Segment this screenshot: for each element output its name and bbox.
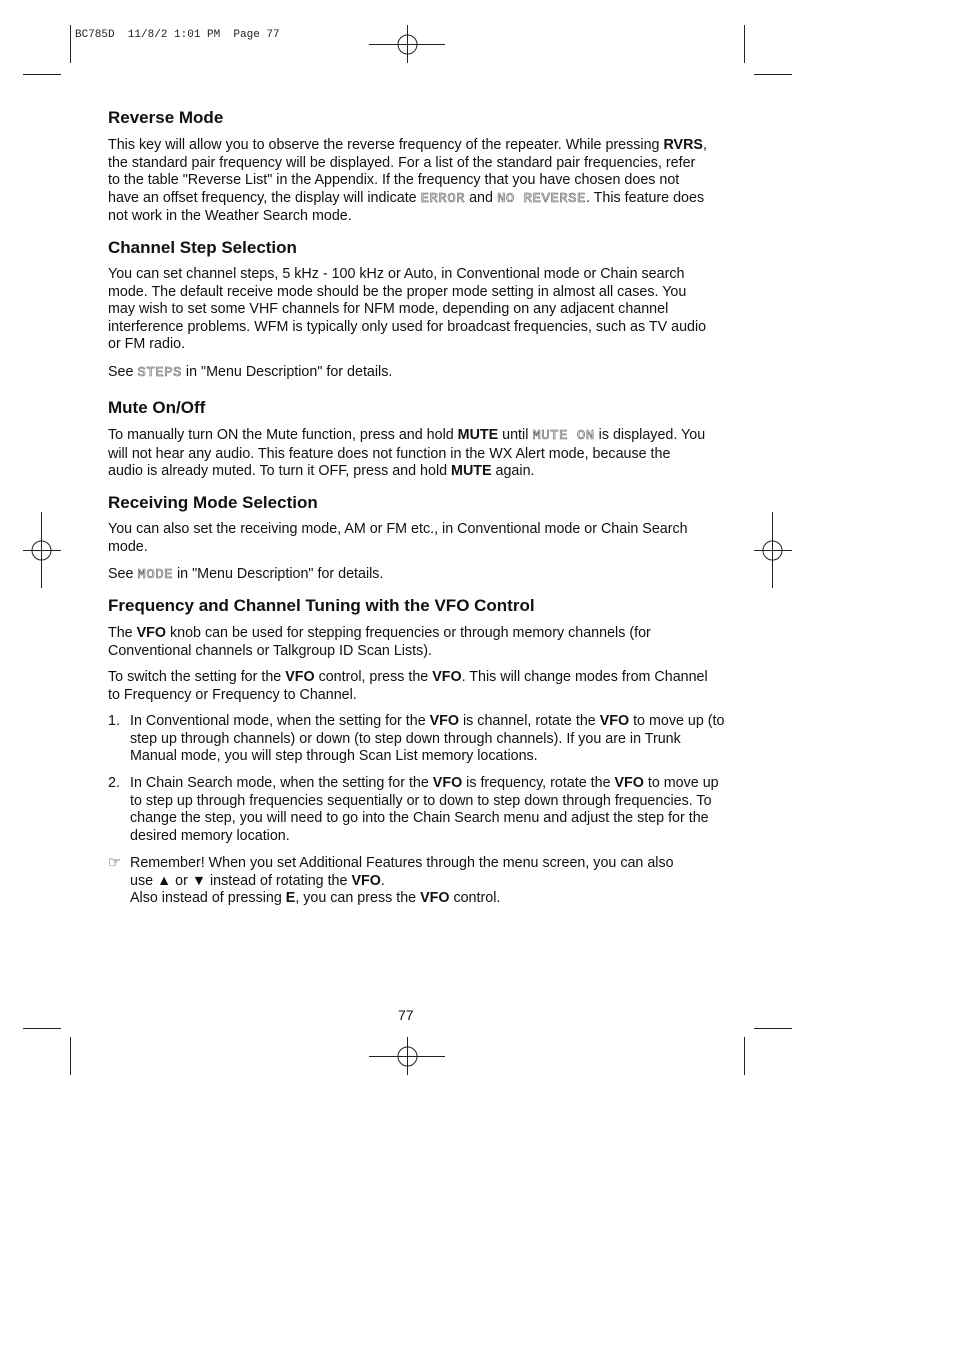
key-name: VFO bbox=[432, 669, 462, 685]
text-run: In Chain Search mode, when the setting for the bbox=[130, 775, 433, 791]
key-name: MUTE bbox=[451, 463, 492, 480]
text-run: in "Menu Description" for details. bbox=[181, 364, 393, 380]
text-run: control, press the bbox=[314, 669, 433, 685]
key-name: VFO bbox=[429, 713, 460, 729]
text-run: You can also set the receiving mode, AM or FM etc., in Conventional mode or Chain Search mode. bbox=[108, 521, 688, 555]
lcd-display-text: STEPS bbox=[137, 365, 182, 381]
heading-receiving-mode: Receiving Mode Selection bbox=[108, 493, 318, 512]
text-run: use ▲ or ▼ instead of rotating the bbox=[130, 872, 352, 889]
note bbox=[108, 855, 708, 908]
text-run: and bbox=[465, 189, 497, 206]
paragraph bbox=[108, 137, 708, 226]
key-name: E bbox=[285, 890, 296, 907]
lcd-display-text: ERROR bbox=[420, 190, 466, 207]
text-run: You can set channel steps, 5 kHz - 100 kHz or Auto, in Conventional mode or Chain search mode. The default receive mode should be the proper mode setting in almost all cases. You may wish to set some VHF channels for NFM mode, depending on any adjacent channel interference problems. WFM is typically only used for broadcast frequencies, such as TV audio or FM radio. bbox=[108, 266, 707, 353]
list-text bbox=[130, 775, 719, 844]
text-run: See bbox=[108, 364, 138, 380]
text-run: to move up to step up through frequencies sequentially or to down to step down through frequencies. To change the step, you will need to go into the Chain Search menu and adjust the step for the desired memory location. bbox=[130, 775, 719, 844]
text-run: in "Menu Description" for details. bbox=[173, 566, 384, 582]
text-run: Also instead of pressing bbox=[130, 890, 286, 907]
key-name: VFO bbox=[285, 669, 315, 685]
text-run: , you can press the bbox=[295, 890, 421, 907]
text-run: knob can be used for stepping frequencies or through memory channels (for Conventional channels or Talkgroup ID Scan Lists). bbox=[108, 625, 651, 659]
text-run: control. bbox=[449, 890, 501, 907]
text-run: In Conventional mode, when the setting for the bbox=[130, 713, 430, 729]
heading-channel-step: Channel Step Selection bbox=[108, 238, 297, 257]
paragraph bbox=[108, 427, 708, 481]
text-run: See bbox=[108, 566, 138, 582]
lcd-display-text: MUTE ON bbox=[532, 428, 595, 444]
lcd-display-text: NO REVERSE bbox=[496, 190, 586, 207]
key-name: VFO bbox=[599, 713, 630, 729]
key-name: VFO bbox=[351, 872, 381, 889]
list-item bbox=[108, 775, 728, 845]
key-name: VFO bbox=[432, 775, 463, 791]
list-number: 2. bbox=[108, 775, 120, 791]
note-line bbox=[130, 890, 708, 908]
text-run: Remember! When you set Additional Features through the menu screen, you can also bbox=[130, 855, 674, 871]
note-line bbox=[130, 855, 708, 873]
key-name: MUTE bbox=[457, 427, 499, 443]
pointing-hand-icon: ☞ bbox=[108, 855, 121, 871]
text-run: again. bbox=[491, 463, 535, 480]
print-header: BC785D 11/8/2 1:01 PM Page 77 bbox=[75, 29, 280, 41]
key-name: RVRS bbox=[663, 137, 703, 153]
list-number: 1. bbox=[108, 713, 120, 729]
text-run: until bbox=[498, 427, 533, 443]
note-line bbox=[130, 873, 708, 891]
key-name: VFO bbox=[420, 890, 450, 907]
page-number: 77 bbox=[398, 1007, 414, 1023]
paragraph bbox=[108, 364, 708, 383]
heading-vfo-tuning: Frequency and Channel Tuning with the VFO Control bbox=[108, 596, 535, 615]
text-run: to move up (to step up through channels) or down (to step down through channels). If you are in Trunk Manual mode, you will step through Scan List memory locations. bbox=[130, 713, 725, 765]
text-run: This key will allow you to observe the reverse frequency of the repeater. While pressing bbox=[108, 137, 664, 153]
list-item bbox=[108, 713, 730, 766]
key-name: VFO bbox=[136, 625, 166, 641]
paragraph bbox=[108, 669, 708, 704]
text-run: , the standard pair frequency will be displayed. For a list of the standard pair frequencies, refer to the table "Reverse List" in the Appendix. If the frequency that you have chosen does not have an offset frequency, the display will indicate bbox=[108, 137, 707, 206]
text-run: To switch the setting for the bbox=[108, 669, 286, 685]
text-run: is channel, rotate the bbox=[459, 713, 600, 729]
paragraph bbox=[108, 566, 708, 585]
text-run: . bbox=[380, 872, 385, 889]
paragraph bbox=[108, 625, 708, 660]
paragraph bbox=[108, 266, 708, 354]
key-name: VFO bbox=[614, 775, 644, 791]
text-run: . This will change modes from Channel to Frequency or Frequency to Channel. bbox=[108, 669, 708, 703]
text-run: The bbox=[108, 625, 137, 641]
list-text bbox=[130, 713, 724, 764]
paragraph bbox=[108, 521, 708, 556]
text-run: . This feature does not work in the Weather Search mode. bbox=[108, 189, 705, 225]
lcd-display-text: MODE bbox=[137, 567, 174, 583]
text-run: is frequency, rotate the bbox=[462, 775, 615, 791]
heading-reverse-mode: Reverse Mode bbox=[108, 108, 224, 127]
text-run: To manually turn ON the Mute function, press and hold bbox=[108, 427, 458, 443]
heading-mute: Mute On/Off bbox=[108, 398, 206, 417]
text-run: is displayed. You will not hear any audio. This feature does not function in the WX Alert mode, because the audio is already muted. To turn it OFF, press and hold bbox=[108, 427, 706, 480]
